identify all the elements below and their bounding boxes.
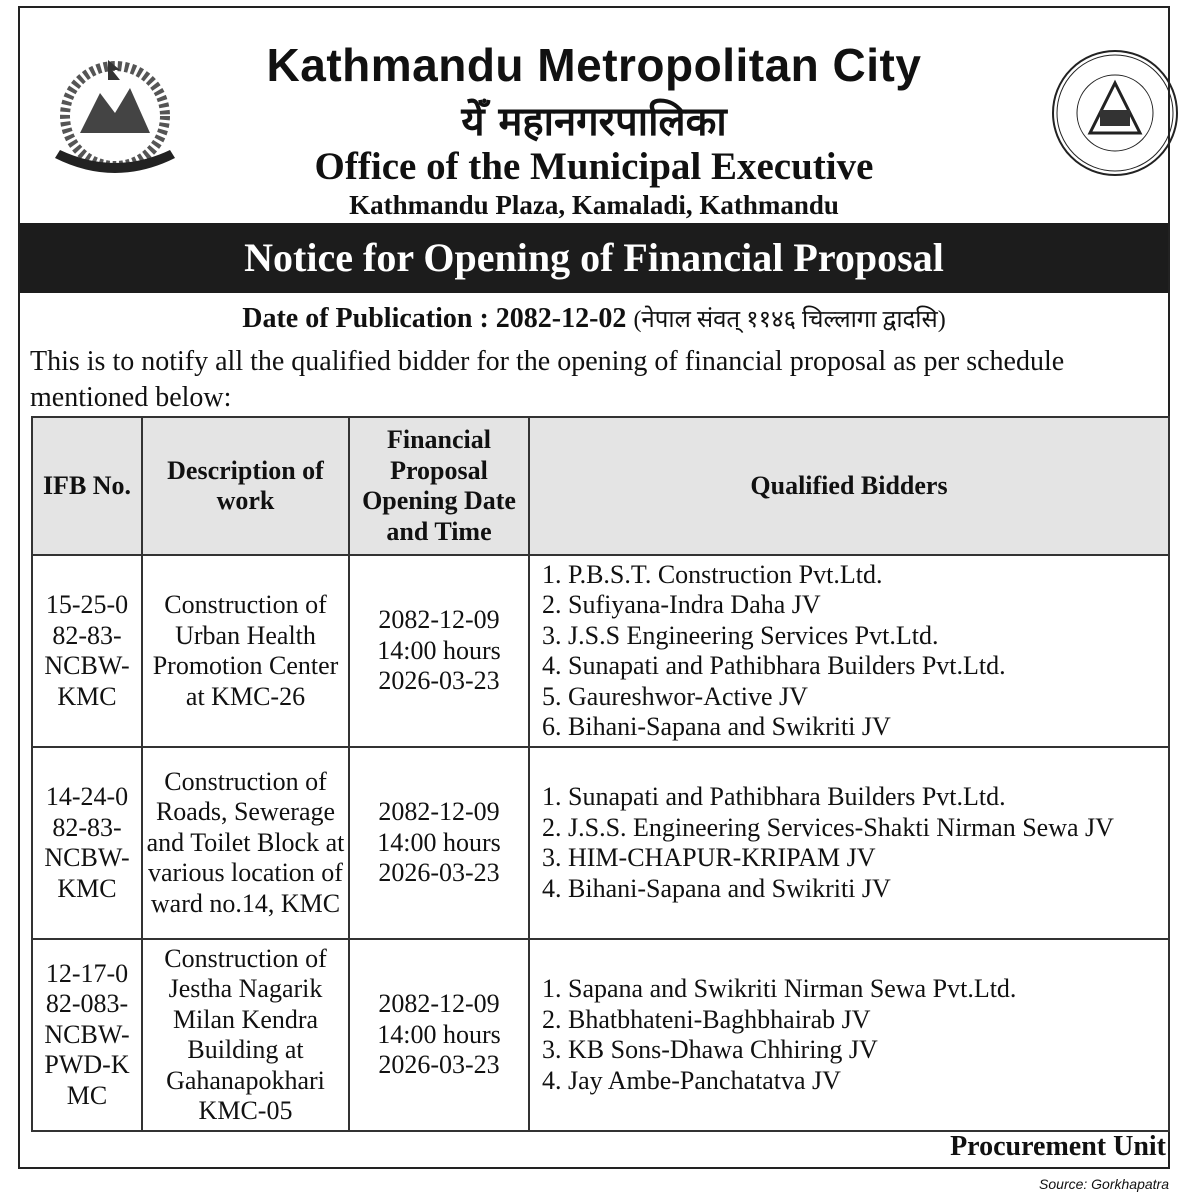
letterhead — [20, 8, 1168, 223]
work-description: Construction of Roads, Sewerage and Toilet Block at various location of ward no.14, KMC — [142, 747, 349, 939]
header-ifb: IFB No. — [32, 417, 142, 555]
notice-frame — [18, 6, 1170, 1169]
source-credit: Source: Gorkhapatra — [1039, 1176, 1169, 1192]
header-opening-date: Financial Proposal Opening Date and Time — [349, 417, 529, 555]
bidder: 1. P.B.S.T. Construction Pvt.Ltd. — [542, 559, 883, 589]
header-description: Description of work — [142, 417, 349, 555]
table-row — [32, 555, 1169, 747]
date: 2082-12-09 — [378, 989, 500, 1019]
bidder-list — [529, 939, 1169, 1131]
bidder: 4. Sunapati and Pathibhara Builders Pvt.Ltd. — [542, 651, 1006, 680]
procurement-unit-signature: Procurement Unit — [950, 1131, 1166, 1162]
ifb-no: 14-24-082-83-NCBW-KMC — [32, 747, 142, 939]
opening-datetime — [349, 939, 529, 1131]
bidder: 2. Sufiyana-Indra Daha JV — [542, 590, 821, 619]
kmc-seal-icon — [1050, 48, 1180, 178]
date: 2082-12-09 — [378, 605, 500, 635]
bidder: 4. Bihani-Sapana and Swikriti JV — [542, 873, 891, 903]
ad-date: 2026-03-23 — [378, 666, 500, 696]
table-row — [32, 939, 1169, 1131]
bidder: 2. J.S.S. Engineering Services-Shakti Nirman Sewa JV — [542, 812, 1114, 842]
header-bidders: Qualified Bidders — [529, 417, 1169, 555]
bidder: 6. Bihani-Sapana and Swikriti JV — [542, 712, 891, 741]
bidder: 2. Bhatbhateni-Baghbhairab JV — [542, 1004, 871, 1034]
bidder: 5. Gaureshwor-Active JV — [542, 681, 808, 711]
work-description: Construction of Jestha Nagarik Milan Kendra Building at Gahanapokhari KMC-05 — [142, 939, 349, 1131]
publication-date — [20, 302, 1168, 335]
notice-title: Notice for Opening of Financial Proposal — [20, 223, 1168, 293]
opening-datetime — [349, 747, 529, 939]
ifb-no: 15-25-082-83-NCBW-KMC — [32, 555, 142, 747]
bidder: 3. HIM-CHAPUR-KRIPAM JV — [542, 843, 876, 872]
office-address: Kathmandu Plaza, Kamaladi, Kathmandu — [349, 190, 839, 220]
publication-label: Date of Publication : 2082-12-02 — [242, 303, 627, 334]
ad-date: 2026-03-23 — [378, 1050, 500, 1080]
ad-date: 2026-03-23 — [378, 858, 500, 888]
nepal-sambat-date: (नेपाल संवत् ११४६ चिल्लागा द्वादसि) — [633, 307, 946, 333]
office-title: Office of the Municipal Executive — [314, 145, 874, 188]
time: 14:00 hours — [377, 635, 501, 665]
bidder-list — [529, 555, 1169, 747]
intro-text: This is to notify all the qualified bidder for the opening of financial proposal as per schedule mentioned below: — [30, 346, 1065, 413]
bidder: 1. Sapana and Swikriti Nirman Sewa Pvt.Ltd. — [542, 974, 1017, 1003]
bidder: 1. Sunapati and Pathibhara Builders Pvt.Ltd. — [542, 782, 1006, 811]
bidder-list — [529, 747, 1169, 939]
bidder: 3. J.S.S Engineering Services Pvt.Ltd. — [542, 620, 939, 650]
bidder: 4. Jay Ambe-Panchatatva JV — [542, 1065, 841, 1095]
city-title: Kathmandu Metropolitan City — [266, 39, 922, 91]
opening-datetime — [349, 555, 529, 747]
table-row — [32, 747, 1169, 939]
city-title-nepali: येँ महानगरपालिका — [461, 98, 727, 145]
time: 14:00 hours — [377, 1019, 501, 1049]
work-description: Construction of Urban Health Promotion Center at KMC-26 — [142, 555, 349, 747]
ifb-no: 12-17-082-083-NCBW-PWD-KMC — [32, 939, 142, 1131]
table-header-row — [32, 417, 1169, 555]
bidder: 3. KB Sons-Dhawa Chhiring JV — [542, 1035, 878, 1064]
time: 14:00 hours — [377, 827, 501, 857]
schedule-table — [31, 416, 1170, 1132]
date: 2082-12-09 — [378, 797, 500, 827]
